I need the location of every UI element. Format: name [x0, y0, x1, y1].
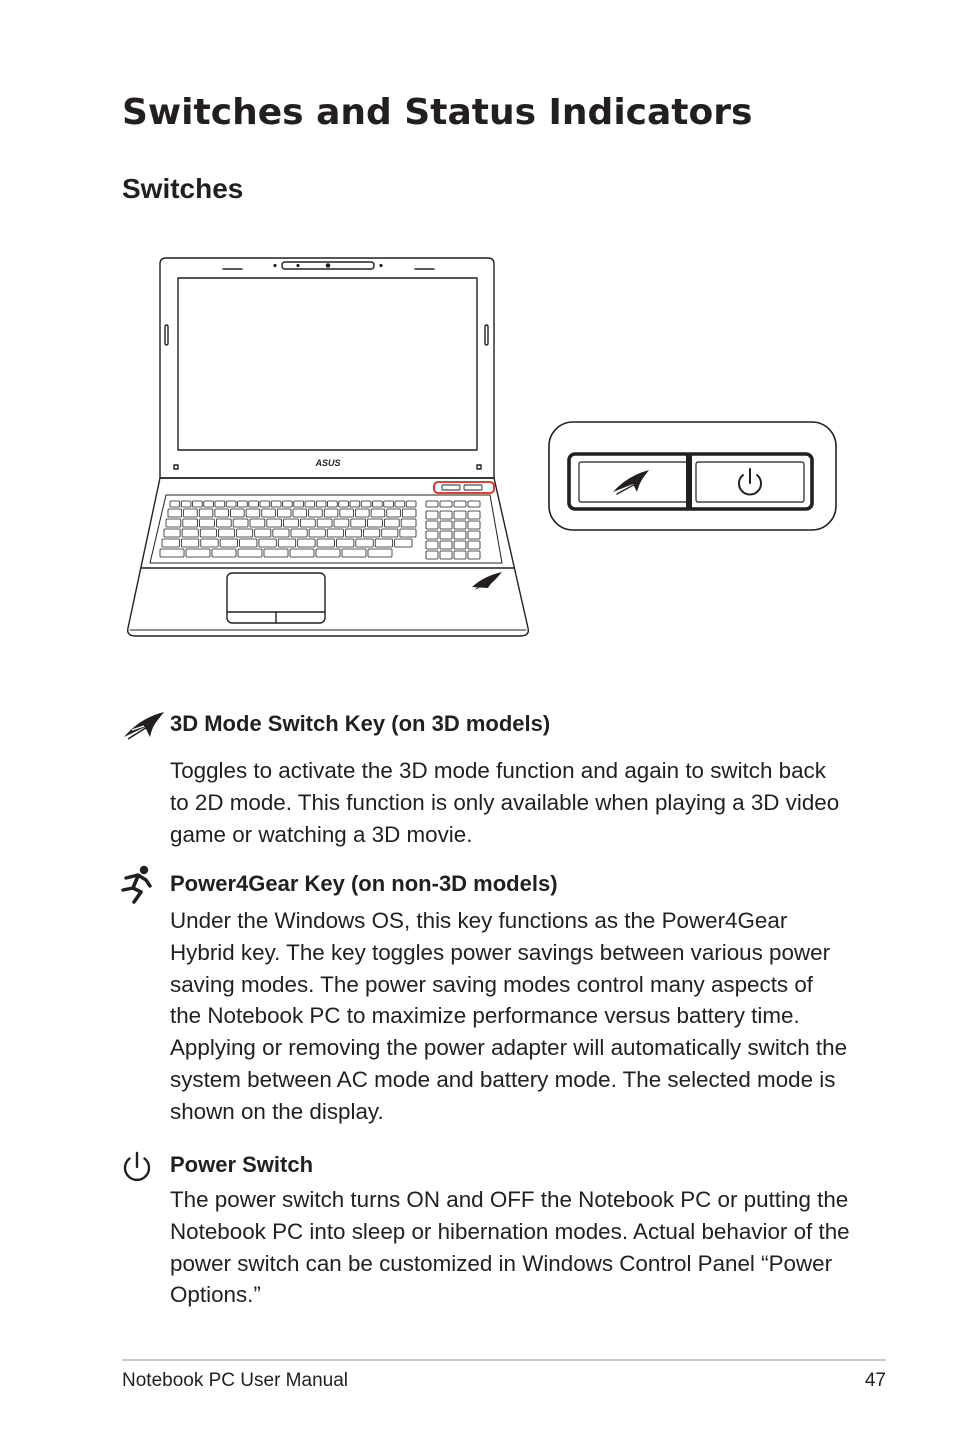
- keypad-key: [454, 551, 466, 559]
- keypad-key: [468, 501, 480, 507]
- keyboard-key: [181, 501, 191, 507]
- item-body-power-switch: The power switch turns ON and OFF the Notebook PC or putting the Notebook PC into sleep or hibernation modes. Actual behavior of the power switch can be customized in Windows Control Panel “Power Options.”: [170, 1187, 850, 1308]
- keyboard-key: [201, 539, 218, 547]
- notebook-lid: [160, 258, 494, 478]
- item-body-power4gear: Under the Windows OS, this key functions as the Power4Gear Hybrid key. The key toggles power savings between various power saving modes. The power saving modes control many aspects of the Notebook PC to maximize performance versus battery time. Applying or removing the power adapter will automatically switch the system between AC mode and battery mode. The selected mode is shown on the display.: [170, 908, 848, 1124]
- keyboard-key: [215, 501, 225, 507]
- keyboard-key: [364, 529, 380, 537]
- keyboard-key: [327, 529, 343, 537]
- keyboard-key: [291, 529, 307, 537]
- keyboard-key: [160, 549, 184, 557]
- keyboard-key: [184, 509, 198, 517]
- keypad-key: [468, 521, 480, 529]
- power4gear-runner-icon: [120, 864, 154, 904]
- keypad-key: [454, 541, 466, 549]
- keyboard-key: [284, 519, 299, 527]
- keyboard-key: [278, 539, 295, 547]
- keyboard-key: [356, 509, 370, 517]
- keyboard-key: [200, 519, 215, 527]
- power-icon: [739, 469, 761, 494]
- keypad-key: [454, 531, 466, 539]
- keyboard-key: [200, 529, 216, 537]
- keyboard-key: [255, 529, 271, 537]
- keyboard: [160, 501, 480, 559]
- section-heading: Switches: [122, 173, 244, 204]
- keyboard-key: [277, 509, 291, 517]
- keyboard-key: [401, 519, 416, 527]
- keyboard-key: [246, 509, 260, 517]
- keyboard-key: [267, 519, 282, 527]
- keyboard-key: [273, 529, 289, 537]
- keyboard-key: [259, 539, 276, 547]
- keypad-key: [468, 541, 480, 549]
- keyboard-key: [216, 519, 231, 527]
- keyboard-key: [336, 539, 353, 547]
- keyboard-key: [316, 549, 340, 557]
- keyboard-key: [260, 501, 270, 507]
- keypad-key: [426, 501, 438, 507]
- keyboard-key: [226, 501, 236, 507]
- keyboard-key: [384, 501, 394, 507]
- keyboard-key: [371, 509, 385, 517]
- keyboard-key: [215, 509, 229, 517]
- keyboard-key: [328, 501, 338, 507]
- keyboard-key: [183, 519, 198, 527]
- keyboard-key: [250, 519, 265, 527]
- keyboard-key: [283, 501, 293, 507]
- keyboard-key: [271, 501, 281, 507]
- keyboard-key: [238, 549, 262, 557]
- keyboard-key: [262, 509, 276, 517]
- keypad-key: [440, 531, 452, 539]
- keyboard-key: [351, 519, 366, 527]
- item-body-3d-mode: Toggles to activate the 3D mode function and again to switch back to 2D mode. This function is only available when playing a 3D video game or watching a 3D movie.: [170, 758, 840, 847]
- keyboard-key: [387, 509, 401, 517]
- keyboard-key: [309, 529, 325, 537]
- keypad-key: [454, 501, 466, 507]
- keypad-key: [454, 521, 466, 529]
- keyboard-key: [361, 501, 371, 507]
- keyboard-key: [340, 509, 354, 517]
- keypad-key: [468, 511, 480, 519]
- keyboard-key: [400, 529, 416, 537]
- keyboard-key: [170, 501, 180, 507]
- keyboard-key: [166, 519, 181, 527]
- keyboard-key: [350, 501, 360, 507]
- keyboard-key: [193, 501, 203, 507]
- keyboard-key: [317, 539, 334, 547]
- keyboard-key: [220, 539, 237, 547]
- keyboard-key: [339, 501, 349, 507]
- keypad-key: [426, 521, 438, 529]
- keyboard-key: [168, 509, 182, 517]
- footer-divider: [122, 1359, 886, 1361]
- keypad-key: [426, 541, 438, 549]
- footer-manual-title: Notebook PC User Manual: [122, 1370, 348, 1391]
- keypad-key: [440, 511, 452, 519]
- keyboard-key: [324, 509, 338, 517]
- keypad-key: [426, 531, 438, 539]
- item-heading-power-switch: Power Switch: [170, 1152, 314, 1177]
- keyboard-key: [162, 539, 179, 547]
- keypad-key: [468, 531, 480, 539]
- keypad-key: [440, 551, 452, 559]
- keyboard-key: [317, 519, 332, 527]
- power-icon: [120, 1150, 154, 1184]
- keyboard-key: [373, 501, 383, 507]
- keyboard-key: [249, 501, 259, 507]
- keypad-key: [440, 521, 452, 529]
- keyboard-key: [293, 509, 307, 517]
- rog-3d-icon: [122, 710, 166, 740]
- keyboard-key: [240, 539, 257, 547]
- item-heading-power4gear: Power4Gear Key (on non-3D models): [170, 871, 558, 896]
- keyboard-key: [264, 549, 288, 557]
- notebook-switches-illustration: [120, 250, 850, 645]
- keyboard-key: [345, 529, 361, 537]
- keyboard-key: [356, 539, 373, 547]
- page-number: 47: [864, 1370, 886, 1391]
- keypad-key: [426, 511, 438, 519]
- keyboard-key: [316, 501, 326, 507]
- page-title: Switches and Status Indicators: [122, 92, 753, 133]
- switches-callout: [549, 422, 836, 530]
- keyboard-key: [237, 529, 253, 537]
- keyboard-key: [204, 501, 214, 507]
- keyboard-key: [238, 501, 248, 507]
- keyboard-key: [395, 539, 412, 547]
- keyboard-key: [368, 549, 392, 557]
- keyboard-key: [218, 529, 234, 537]
- keyboard-key: [199, 509, 213, 517]
- keyboard-key: [305, 501, 315, 507]
- keyboard-key: [382, 529, 398, 537]
- item-heading-3d-mode: 3D Mode Switch Key (on 3D models): [170, 711, 551, 736]
- keyboard-key: [334, 519, 349, 527]
- keyboard-key: [300, 519, 315, 527]
- keyboard-key: [384, 519, 399, 527]
- keyboard-key: [375, 539, 392, 547]
- keyboard-key: [406, 501, 416, 507]
- keyboard-key: [181, 539, 198, 547]
- keyboard-key: [309, 509, 323, 517]
- rog-3d-icon: [613, 470, 649, 494]
- keyboard-key: [182, 529, 198, 537]
- keypad-key: [454, 511, 466, 519]
- keyboard-key: [402, 509, 416, 517]
- keyboard-key: [342, 549, 366, 557]
- keyboard-key: [294, 501, 304, 507]
- keyboard-key: [395, 501, 405, 507]
- keypad-key: [440, 541, 452, 549]
- keyboard-key: [368, 519, 383, 527]
- keyboard-key: [290, 549, 314, 557]
- keyboard-key: [298, 539, 315, 547]
- keyboard-key: [186, 549, 210, 557]
- keyboard-key: [212, 549, 236, 557]
- keyboard-key: [231, 509, 245, 517]
- keyboard-key: [233, 519, 248, 527]
- keypad-key: [440, 501, 452, 507]
- asus-logo: ASUS: [315, 458, 341, 468]
- keyboard-key: [164, 529, 180, 537]
- keypad-key: [468, 551, 480, 559]
- keypad-key: [426, 551, 438, 559]
